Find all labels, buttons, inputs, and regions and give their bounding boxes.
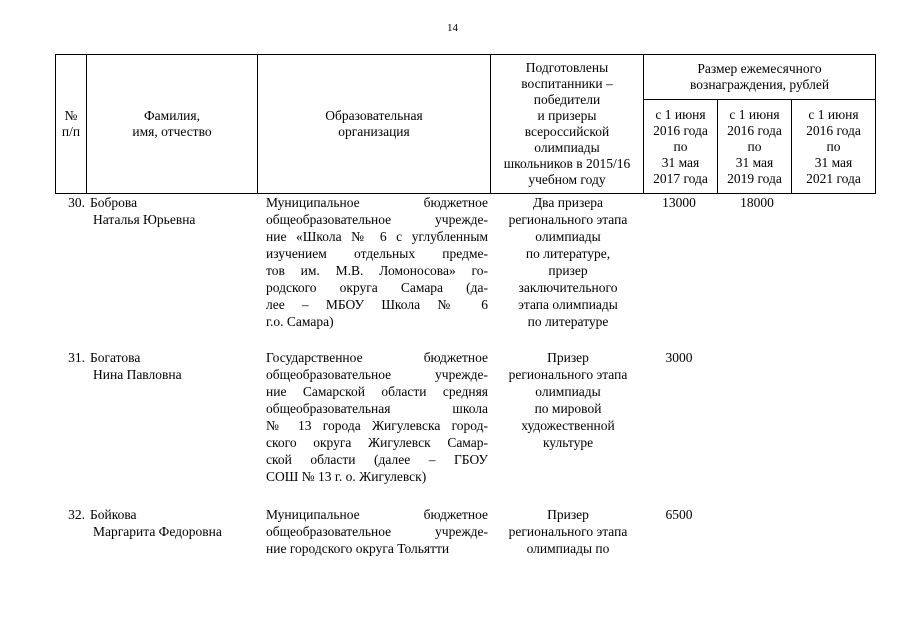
row-achievement: Два призера регионального этапа олимпиады по литературе, призер заключительного этапа олимпиады по литературе: [508, 195, 628, 329]
row-name: Боброва Наталья Юрьевна: [90, 195, 196, 227]
row-num: 31.: [68, 350, 85, 365]
row-name: Богатова Нина Павловна: [90, 350, 182, 382]
row-reward-2017: 3000: [665, 350, 693, 365]
row-reward-2017: 6500: [665, 507, 693, 522]
header-period-2019: с 1 июня 2016 года по 31 мая 2019 года: [718, 100, 792, 194]
row-name: Бойкова Маргарита Федоровна: [90, 507, 222, 539]
table-header: [55, 54, 876, 194]
row-org: Государственное бюджетное общеобразовательное учрежде- ние Самарской области средняя общеобразовательная школа № 13 города Жигулевска город- ского округа Жигулевск Самар- ской области (далее – ГБОУ СОШ № 13 г. о. Жигулевск): [266, 350, 488, 484]
row-num: 32.: [68, 507, 85, 522]
row-achievement: Призер регионального этапа олимпиады по мировой художественной культуре: [508, 350, 628, 450]
row-reward-2019: 18000: [740, 195, 774, 210]
row-org: Муниципальное бюджетное общеобразовательное учрежде- ние городского округа Тольятти: [266, 507, 488, 556]
header-period-2021: с 1 июня 2016 года по 31 мая 2021 года: [792, 100, 876, 194]
page-number: 14: [447, 22, 458, 34]
header-reward: Размер ежемесячного вознаграждения, рублей: [644, 55, 876, 100]
row-achievement: Призер регионального этапа олимпиады по: [508, 507, 628, 556]
header-org: Образовательная организация: [258, 55, 491, 194]
row-reward-2017: 13000: [662, 195, 696, 210]
row-org: Муниципальное бюджетное общеобразовательное учрежде- ние «Школа № 6 с углубленным изучением отдельных предме- тов им. М.В. Ломоносова» го- родского округа Самара (да- лее – МБОУ Школа № 6 г.о. Самара): [266, 195, 488, 329]
header-achievement: Подготовлены воспитанники – победители и призеры всероссийской олимпиады школьников в 2015/16 учебном году: [491, 55, 644, 194]
header-num: № п/п: [56, 55, 87, 194]
header-name: Фамилия, имя, отчество: [87, 55, 258, 194]
row-num: 30.: [68, 195, 85, 210]
header-period-2017: с 1 июня 2016 года по 31 мая 2017 года: [644, 100, 718, 194]
